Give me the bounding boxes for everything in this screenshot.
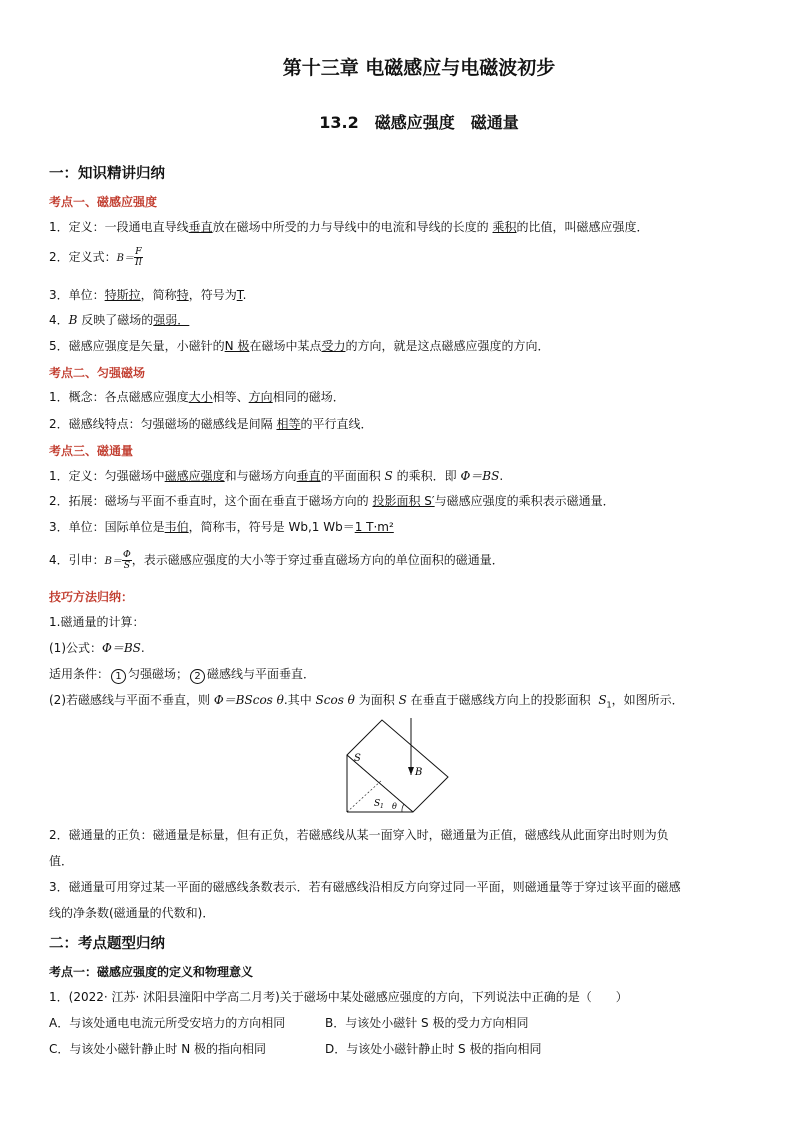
angle-arc bbox=[402, 804, 404, 812]
tips-line1: 1.磁通量的计算： bbox=[49, 615, 145, 629]
option-b: B．与该处小磁针 S 极的受力方向相同 bbox=[325, 1016, 529, 1030]
k1-line3: 3．单位：特斯拉，简称特，符号为T. bbox=[49, 288, 247, 302]
k3-line2: 2．拓展：磁场与平面不垂直时，这个面在垂直于磁场方向的 投影面积 S′与磁感应强度的乘积表示磁通量． bbox=[49, 494, 615, 508]
section-title: 13.2 磁感应强度 磁通量 bbox=[319, 113, 519, 132]
b-field-arrowhead bbox=[408, 767, 414, 775]
label-theta: θ bbox=[392, 802, 397, 811]
k1-line5: 5．磁感应强度是矢量，小磁针的N 极在磁场中某点受力的方向，就是这点磁感应强度的方向． bbox=[49, 339, 550, 353]
question-1: 1．(2022· 江苏· 沭阳县潼阳中学高二月考)关于磁场中某处磁感应强度的方向，下列说法中正确的是（ ） bbox=[49, 990, 628, 1004]
tips-line4: (2)若磁感线与平面不垂直，则 Φ＝BScos θ.其中 Scos θ 为面积 S 在垂直于磁感线方向上的投影面积 $S_1$，如图所示． bbox=[49, 693, 684, 710]
magnetic-flux-figure bbox=[340, 715, 455, 817]
tips-line5b: 值． bbox=[49, 854, 74, 868]
k1-line2: 2．定义式：B＝ $\frac{F}{Il}$ bbox=[49, 246, 142, 268]
k1-line1: 1．定义：一段通电直导线垂直放在磁场中所受的力与导线中的电流和导线的长度的 乘积的比值，叫磁感应强度． bbox=[49, 220, 649, 234]
k3-title: 考点三、磁通量 bbox=[49, 444, 134, 458]
part2-heading: 二：考点题型归纳 bbox=[49, 936, 165, 952]
label-b: B bbox=[415, 767, 423, 778]
part1-heading: 一：知识精讲归纳 bbox=[49, 166, 165, 182]
tips-line2: (1)公式：Φ＝BS. bbox=[49, 641, 145, 655]
k3-line3: 3．单位：国际单位是韦伯，简称韦，符号是 Wb,1 Wb＝1 T·m² bbox=[49, 520, 394, 534]
k2-line2: 2．磁感线特点：匀强磁场的磁感线是间隔 相等的平行直线． bbox=[49, 417, 373, 431]
k1-title: 考点一、磁感应强度 bbox=[49, 195, 158, 209]
k2-title: 考点二、匀强磁场 bbox=[49, 366, 146, 380]
tips-line6a: 3．磁通量可用穿过某一平面的磁感线条数表示．若有磁感线沿相反方向穿过同一平面，则磁通量等于穿过该平面的磁感 bbox=[49, 880, 681, 894]
option-a: A．与该处通电电流元所受安培力的方向相同 bbox=[49, 1016, 286, 1030]
chapter-title: 第十三章 电磁感应与电磁波初步 bbox=[282, 57, 556, 79]
k3-line4: 4．引申：B＝ $\frac{\Phi}{S}$ ，表示磁感应强度的大小等于穿过垂直磁场方向的单位面积的磁通量． bbox=[49, 549, 504, 571]
label-s1: S bbox=[374, 799, 381, 809]
k3-line1: 1．定义：匀强磁场中磁感应强度和与磁场方向垂直的平面面积 S 的乘积．即 Φ＝BS. bbox=[49, 469, 504, 483]
label-s1-sub: 1 bbox=[380, 803, 384, 810]
option-d: D．与该处小磁针静止时 S 极的指向相同 bbox=[325, 1042, 542, 1056]
k1-line4: 4．B 反映了磁场的强弱． bbox=[49, 313, 190, 327]
k2-line1: 1．概念：各点磁感应强度大小相等、方向相同的磁场． bbox=[49, 390, 345, 404]
tips-line5a: 2．磁通量的正负：磁通量是标量，但有正负，若磁感线从某一面穿入时，磁通量为正值，磁感线从此面穿出时则为负 bbox=[49, 828, 669, 842]
label-s: S bbox=[354, 753, 361, 764]
tips-line6b: 线的净条数(磁通量的代数和)． bbox=[49, 906, 215, 920]
tips-line3: 适用条件： 1 匀强磁场； 2 磁感线与平面垂直． bbox=[49, 667, 316, 682]
part2-k1-title: 考点一：磁感应强度的定义和物理意义 bbox=[49, 965, 254, 979]
option-c: C．与该处小磁针静止时 N 极的指向相同 bbox=[49, 1042, 266, 1056]
tips-title: 技巧方法归纳： bbox=[49, 590, 134, 604]
